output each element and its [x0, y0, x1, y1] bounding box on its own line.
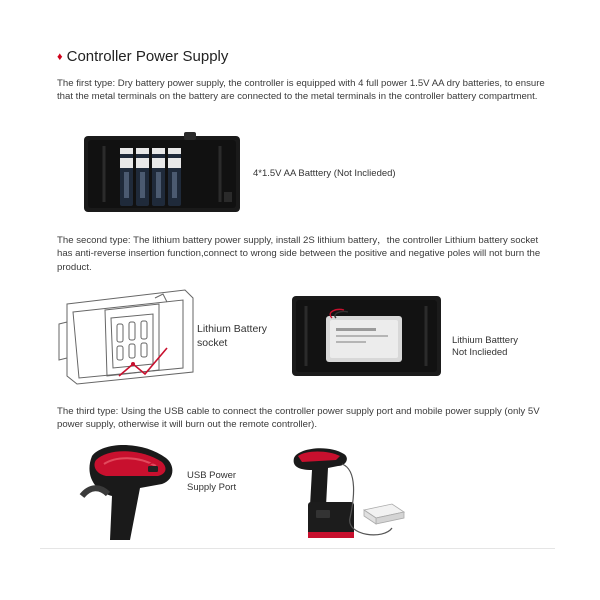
aa-battery-label: 4*1.5V AA Batttery (Not Inclieded) [253, 168, 396, 179]
usb-port-label-line1: USB Power [187, 470, 237, 481]
diamond-bullet-icon: ♦ [57, 51, 63, 63]
section-divider [40, 548, 555, 549]
usb-port-label [187, 470, 236, 494]
lithium-socket-label-line2: socket [197, 337, 228, 349]
type3-description: The third type: Using the USB cable to connect the controller power supply port and mobile power supply (only 5V power supply, otherwise it will burn out the remote controller). [57, 406, 540, 431]
aa-battery-compartment-image [84, 132, 240, 214]
section-title-text: Controller Power Supply [66, 48, 229, 65]
lithium-socket-label-line1: Lithium Battery [197, 323, 268, 335]
usb-port-label-line2: Supply Port [187, 482, 237, 493]
lithium-battery-label-line2: Not Inclieded [452, 347, 508, 358]
type1-description: The first type: Dry battery power supply, the controller is equipped with 4 full power 1.5V AA dry batteries, to ensure that the metal terminals on the battery are connected to the metal terminals in the controller battery compartment. [57, 78, 545, 103]
lithium-socket-label [197, 322, 267, 350]
controller-with-power-bank-image [288, 440, 412, 544]
section-title [57, 48, 228, 65]
lithium-battery-label-line1: Lithium Batttery [452, 335, 518, 346]
usb-port-closeup-image [82, 436, 177, 540]
lithium-socket-drawing [55, 288, 195, 388]
lithium-battery-label [452, 335, 518, 359]
lithium-battery-compartment-image [292, 296, 441, 376]
type2-description: The second type: The lithium battery power supply, install 2S lithium battery，the controller Lithium battery socket has anti-reverse insertion function,connect to wrong side between the positive and negative poles will not burn the product. [57, 235, 541, 273]
